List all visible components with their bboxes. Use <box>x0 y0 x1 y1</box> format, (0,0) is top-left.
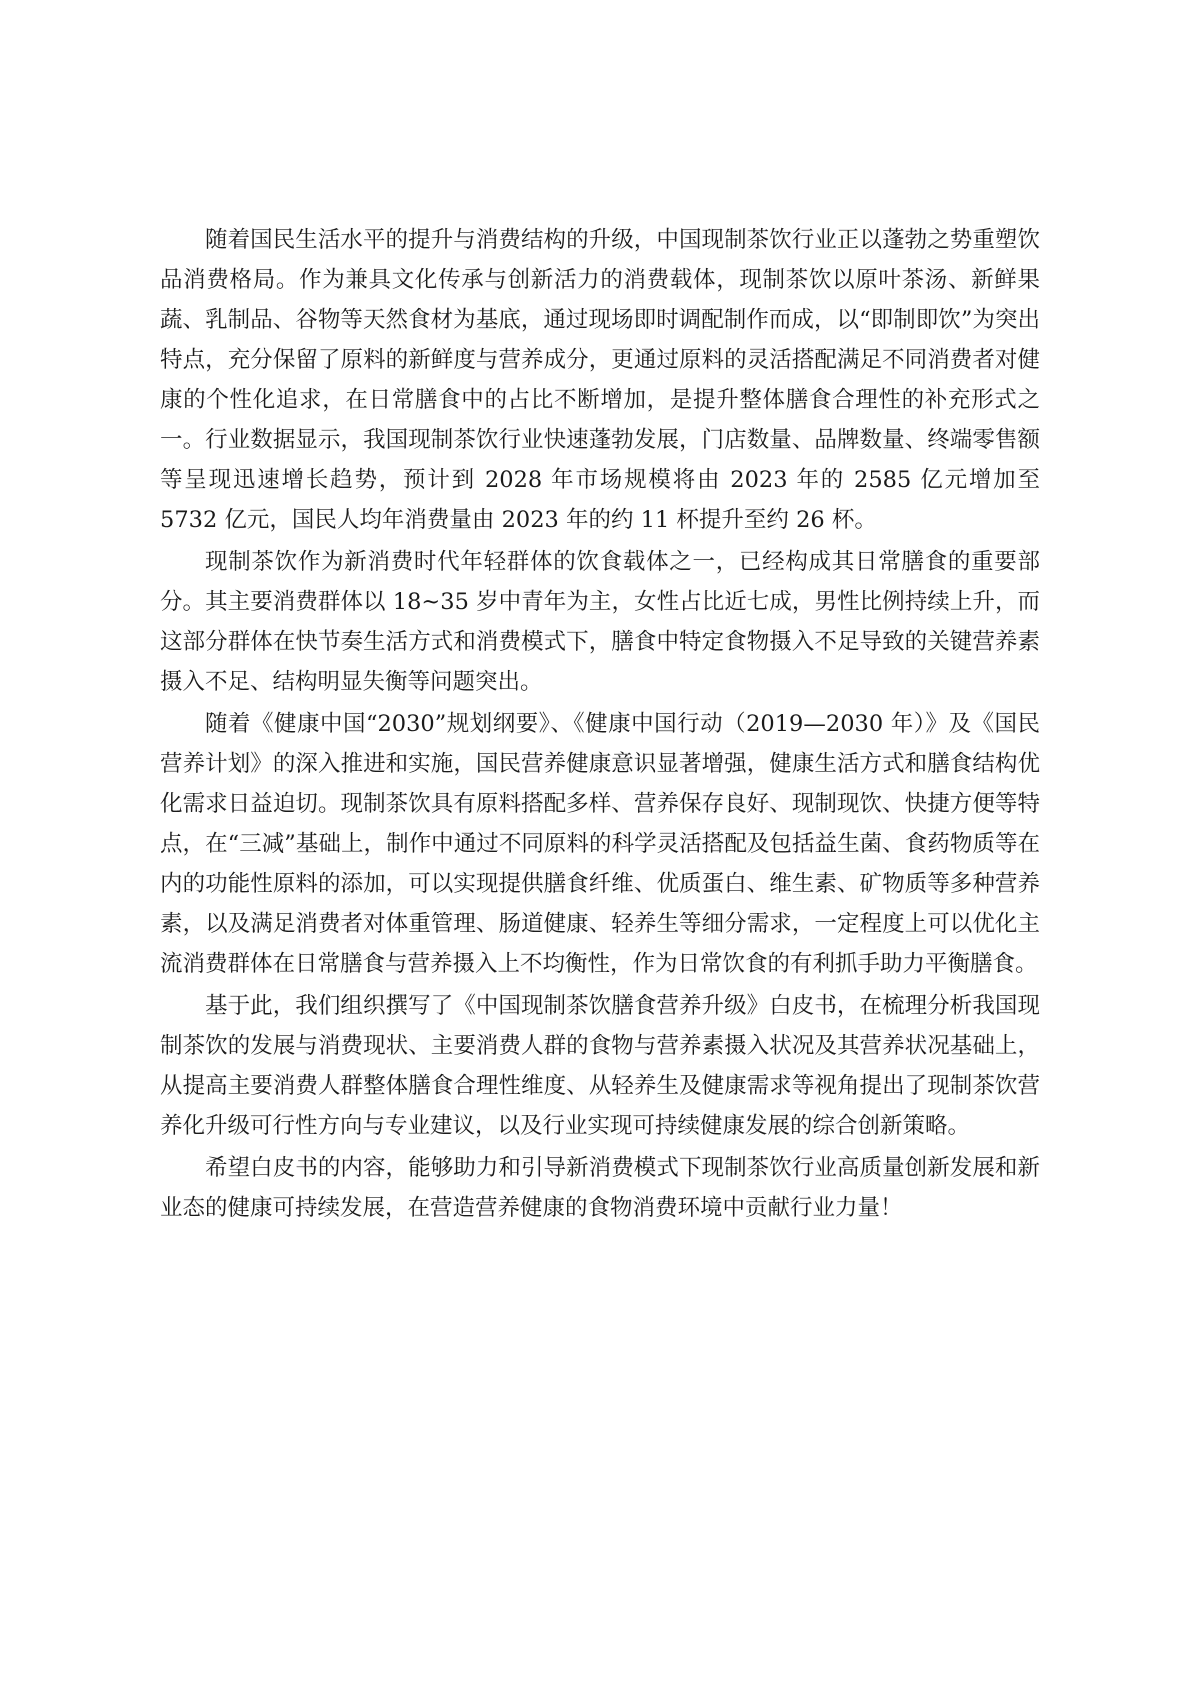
paragraph-closing-wish: 希望白皮书的内容，能够助力和引导新消费模式下现制茶饮行业高质量创新发展和新业态的健康可持续发展，在营造营养健康的食物消费环境中贡献行业力量！ <box>160 1155 1040 1221</box>
paragraph-policy-context: 随着《健康中国“2030”规划纲要》、《健康中国行动（2019—2030 年）》及《国民营养计划》的深入推进和实施，国民营养健康意识显著增强，健康生活方式和膳食结构优化需求日益迫切。现制茶饮具有原料搭配多样、营养保存良好、现制现饮、快捷方便等特点，在“三减”基础上，制作中通过不同原料的科学灵活搭配及包括益生菌、食药物质等在内的功能性原料的添加，可以实现提供膳食纤维、优质蛋白、维生素、矿物质等多种营养素，以及满足消费者对体重管理、肠道健康、轻养生等细分需求，一定程度上可以优化主流消费群体在日常膳食与营养摄入上不均衡性，作为日常饮食的有利抓手助力平衡膳食。 <box>160 711 1040 977</box>
paragraph-market-overview: 随着国民生活水平的提升与消费结构的升级，中国现制茶饮行业正以蓬勃之势重塑饮品消费格局。作为兼具文化传承与创新活力的消费载体，现制茶饮以原叶茶汤、新鲜果蔬、乳制品、谷物等天然食材为基底，通过现场即时调配制作而成，以“即制即饮”为突出特点，充分保留了原料的新鲜度与营养成分，更通过原料的灵活搭配满足不同消费者对健康的个性化追求，在日常膳食中的占比不断增加，是提升整体膳食合理性的补充形式之一。行业数据显示，我国现制茶饮行业快速蓬勃发展，门店数量、品牌数量、终端零售额等呈现迅速增长趋势，预计到 2028 年市场规模将由 2023 年的 2585 亿元增加至 5732 亿元，国民人均年消费量由 2023 年的约 11 杯提升至约 26 杯。 <box>160 227 1040 533</box>
document-body <box>160 220 1040 1230</box>
paragraph-whitepaper-purpose: 基于此，我们组织撰写了《中国现制茶饮膳食营养升级》白皮书，在梳理分析我国现制茶饮的发展与消费现状、主要消费人群的食物与营养素摄入状况及其营养状况基础上，从提高主要消费人群整体膳食合理性维度、从轻养生及健康需求等视角提出了现制茶饮营养化升级可行性方向与专业建议，以及行业实现可持续健康发展的综合创新策略。 <box>160 993 1040 1139</box>
paragraph-consumer-group: 现制茶饮作为新消费时代年轻群体的饮食载体之一，已经构成其日常膳食的重要部分。其主要消费群体以 18~35 岁中青年为主，女性占比近七成，男性比例持续上升，而这部分群体在快节奏生活方式和消费模式下，膳食中特定食物摄入不足导致的关键营养素摄入不足、结构明显失衡等问题突出。 <box>160 549 1040 695</box>
